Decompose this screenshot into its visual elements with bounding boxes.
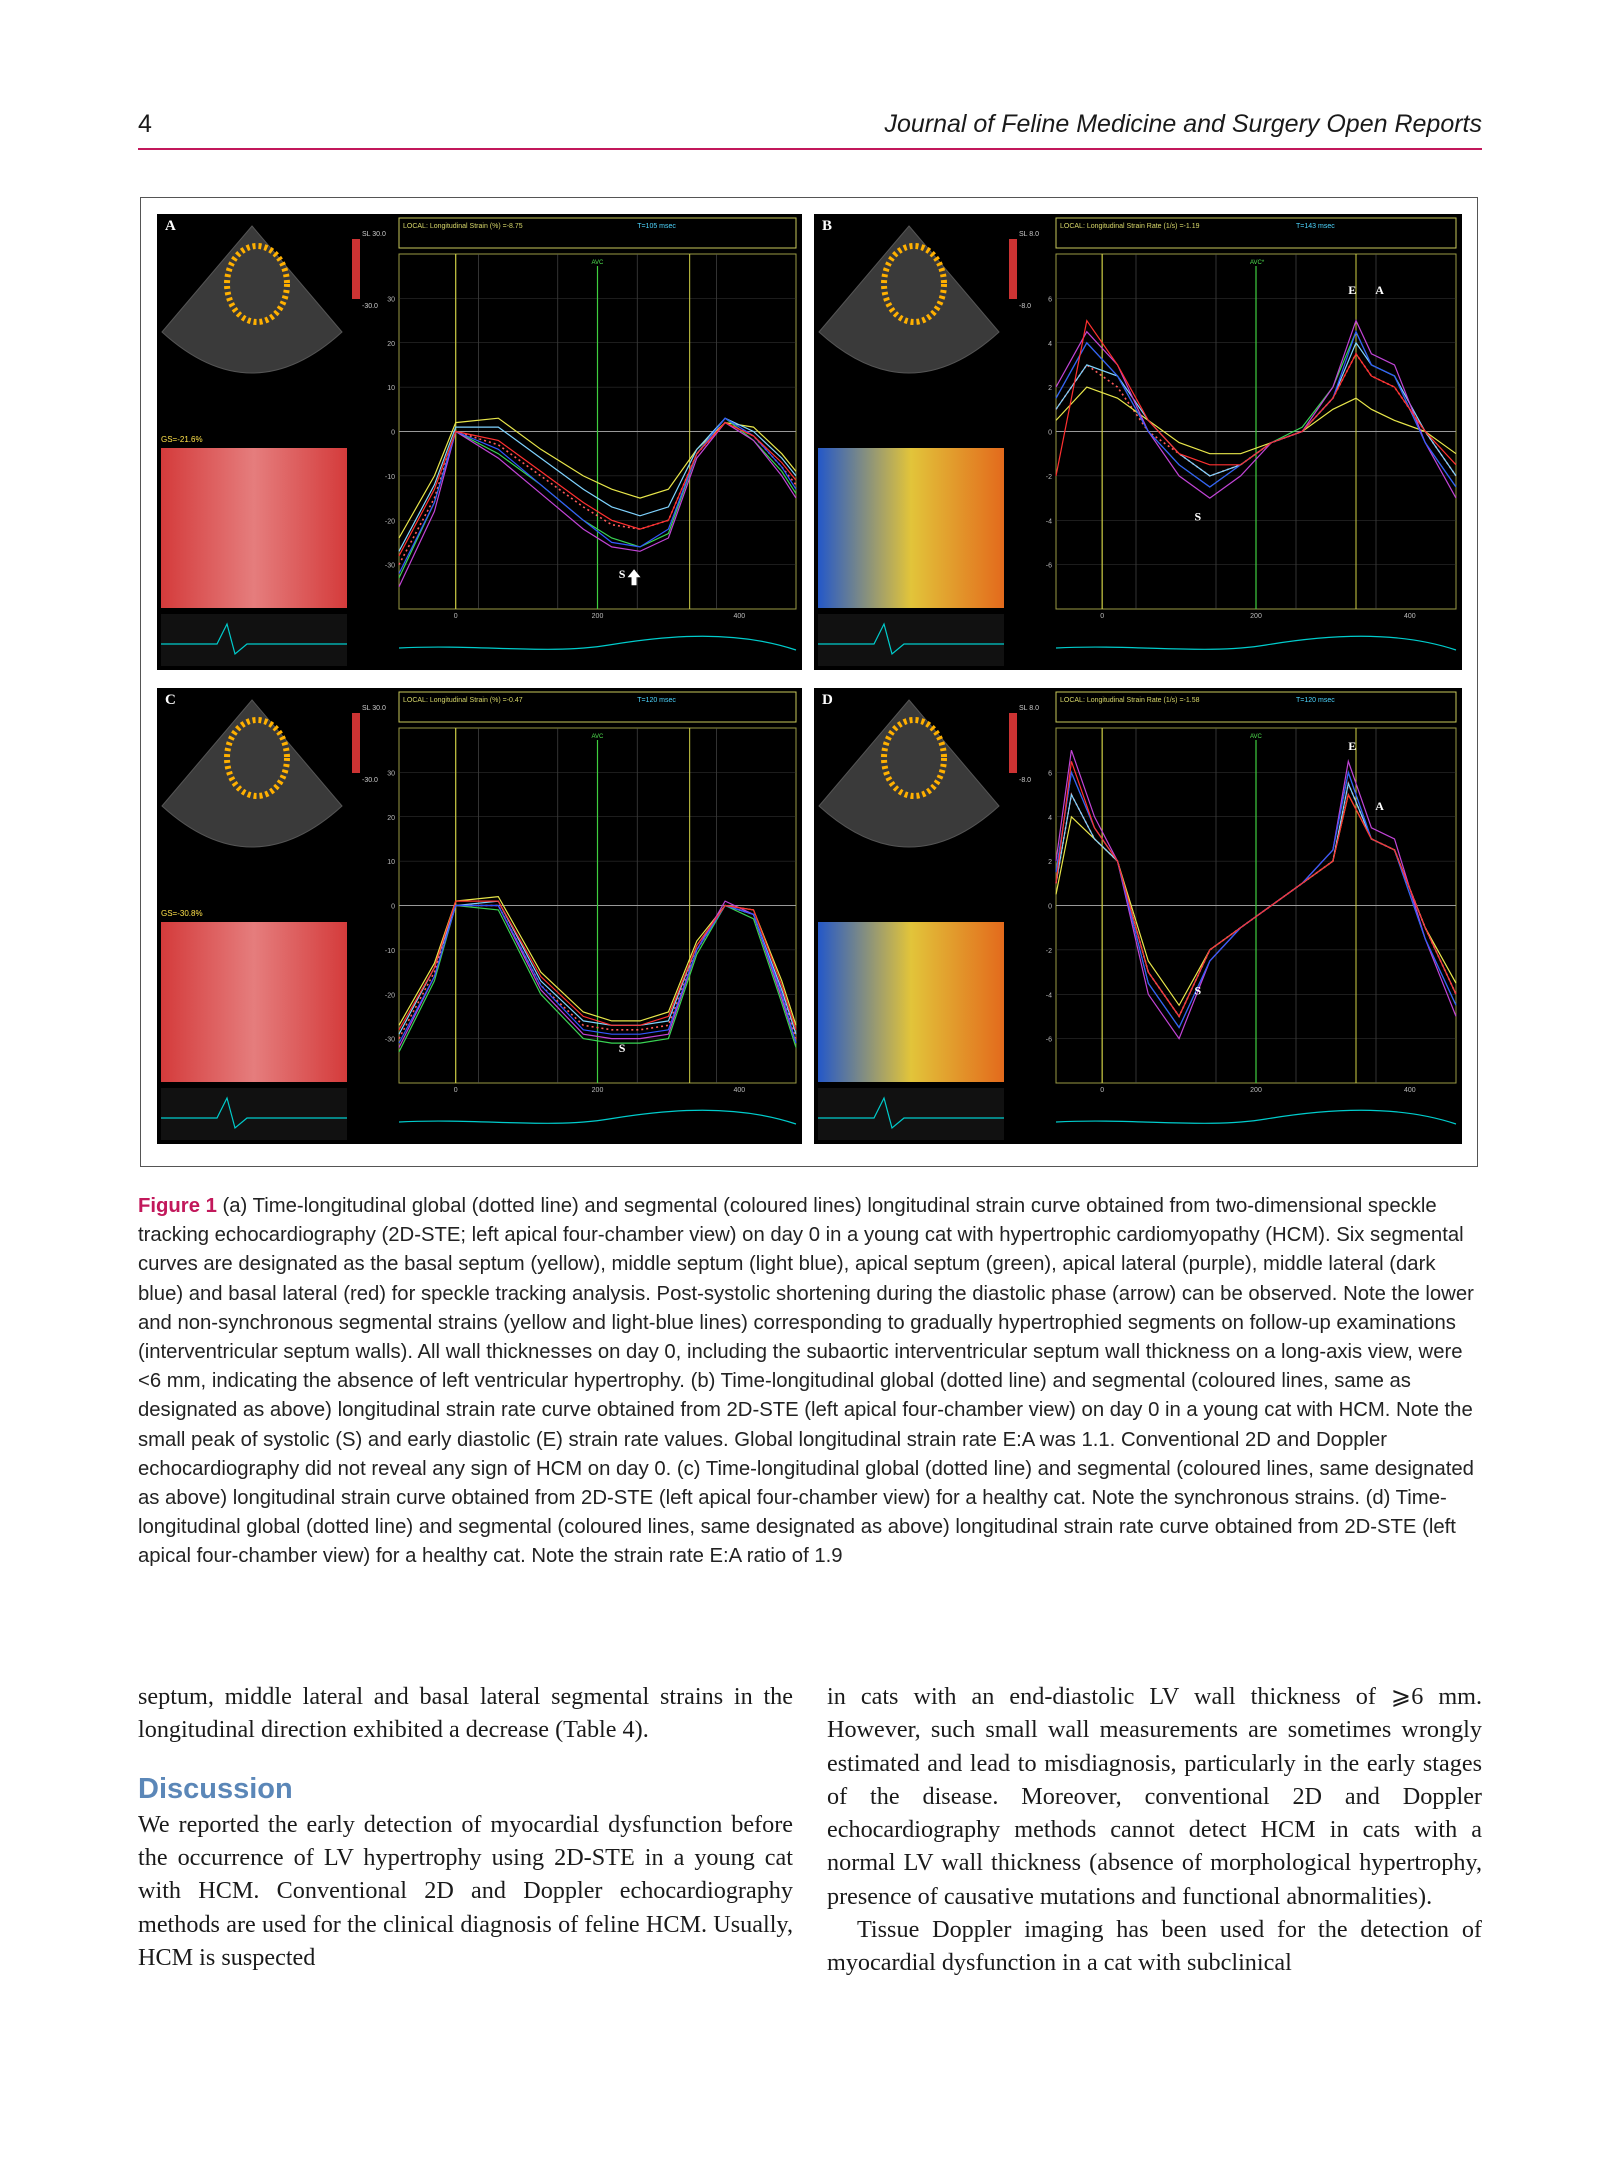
panel-a <box>157 214 802 670</box>
y-tick-label: -20 <box>384 518 395 526</box>
x-tick-label: 400 <box>1404 613 1416 620</box>
scale-top-label: SL 8.0 <box>1019 705 1039 712</box>
avc-label: AVC <box>591 260 604 266</box>
ecg-strip-bg <box>161 614 347 666</box>
x-tick-label: 400 <box>733 613 746 620</box>
paragraph: We reported the early detection of myocardial dysfunction before the occurrence of LV hypertrophy using 2D-STE in a young cat with HCM. Conventional 2D and Doppler echocardiography methods are used for the clinical diagnosis of feline HCM. Usually, HCM is suspected <box>138 1810 793 1972</box>
time-readout: T=120 msec <box>1296 697 1335 704</box>
y-tick-label: -10 <box>384 473 395 481</box>
global-strain-label: GS=-21.6% <box>161 435 203 444</box>
echo-sector <box>819 226 999 373</box>
scale-bottom-label: -8.0 <box>1019 777 1032 784</box>
avc-label: AVC* <box>1250 260 1265 266</box>
x-tick-label: 200 <box>1250 1087 1262 1094</box>
panel-svg <box>814 688 1462 1144</box>
ecg-strip-bg <box>161 1088 347 1140</box>
echo-sector <box>819 700 999 847</box>
x-tick-label: 400 <box>1404 1087 1416 1094</box>
scale-top-label: SL 30.0 <box>362 231 386 238</box>
panel-c <box>157 688 802 1144</box>
parametric-color-map <box>818 922 1004 1082</box>
x-tick-label: 200 <box>1250 613 1262 620</box>
scale-top-label: SL 8.0 <box>1019 231 1039 238</box>
panel-letter: D <box>822 692 833 708</box>
annotation-A: A <box>1375 799 1384 814</box>
panel-svg <box>157 214 802 670</box>
x-tick-label: 0 <box>453 1087 458 1094</box>
panel-d <box>814 688 1462 1144</box>
y-tick-label: -10 <box>384 947 395 955</box>
y-tick-label: -6 <box>1045 1036 1052 1044</box>
panel-letter: C <box>165 692 176 708</box>
color-scale-bar <box>1009 239 1017 299</box>
y-tick-label: 10 <box>387 385 395 393</box>
y-tick-label: -4 <box>1045 518 1052 526</box>
annotation-A: A <box>1375 282 1384 297</box>
parametric-color-map <box>161 448 347 608</box>
y-tick-label: 0 <box>391 903 395 911</box>
y-tick-label: 2 <box>1048 385 1052 393</box>
scale-bottom-label: -8.0 <box>1019 303 1032 310</box>
figure-label: Figure 1 <box>138 1195 217 1217</box>
page-number: 4 <box>138 110 152 138</box>
echo-sector <box>162 700 342 847</box>
y-tick-label: 4 <box>1048 814 1052 822</box>
annotation-S: S <box>618 1040 626 1055</box>
y-tick-label: 2 <box>1048 859 1052 867</box>
y-tick-label: -30 <box>384 562 395 570</box>
scale-top-label: SL 30.0 <box>362 705 386 712</box>
local-strain-readout: LOCAL: Longitudinal Strain (%) =-8.75 <box>403 223 523 230</box>
annotation-S: S <box>618 566 626 581</box>
left-column <box>138 1680 793 1974</box>
paragraph: in cats with an end-diastolic LV wall thickness of ⩾6 mm. However, such small wall measurements are sometimes wrongly estimated and lead to misdiagnosis, particularly in the early stages of the disease. Moreover, conventional 2D and Doppler echocardiography methods cannot detect HCM in cats with a normal LV wall thickness (absence of morphological hypertrophy, presence of causative mutations and functional abnormalities). <box>827 1683 1482 1910</box>
paragraph: septum, middle lateral and basal lateral segmental strains in the longitudinal direction exhibited a decrease (Table 4). <box>138 1683 793 1744</box>
time-readout: T=105 msec <box>637 223 676 230</box>
caption-text: (a) Time-longitudinal global (dotted line) and segmental (coloured lines) longitudinal strain curve obtained from two-dimensional speckle tracking echocardiography (2D-STE; left apical four-chamber view) on day 0 in a young cat with hypertrophic cardiomyopathy (HCM). Six segmental curves are designated as the basal septum (yellow), middle septum (light blue), apical septum (green), apical lateral (purple), middle lateral (dark blue) and basal lateral (red) for speckle tracking analysis. Post-systolic shortening during the diastolic phase (arrow) can be observed. Note the lower and non-synchronous segmental strains (yellow and light-blue lines) corresponding to gradually hypertrophied segments on follow-up examinations (interventricular septum walls). All wall thicknesses on day 0, including the subaortic interventricular septum wall thickness on a long-axis view, were <6 mm, indicating the absence of left ventricular hypertrophy. (b) Time-longitudinal global (dotted line) and segmental (coloured lines, same as designated as above) longitudinal strain rate curve obtained from 2D-STE (left apical four-chamber view) on day 0 in a young cat with HCM. Note the small peak of systolic (S) and early diastolic (E) strain rate values. Global longitudinal strain rate E:A was 1.1. Conventional 2D and Doppler echocardiography did not reveal any sign of HCM on day 0. (c) Time-longitudinal global (dotted line) and segmental (coloured lines, same designated as above) longitudinal strain curve obtained from 2D-STE (left apical four-chamber view) for a healthy cat. Note the synchronous strains. (d) Time-longitudinal global (dotted line) and segmental (coloured lines, same designated as above) longitudinal strain rate curve obtained from 2D-STE (left apical four-chamber view) for a healthy cat. Note the strain rate E:A ratio of 1.9 <box>138 1195 1474 1568</box>
x-tick-label: 0 <box>453 613 458 620</box>
ecg-strip-bg <box>818 614 1004 666</box>
y-tick-label: -6 <box>1045 562 1052 570</box>
scale-bottom-label: -30.0 <box>362 303 378 310</box>
y-tick-label: 0 <box>1048 903 1052 911</box>
local-strain-readout: LOCAL: Longitudinal Strain (%) =-0.47 <box>403 697 523 704</box>
y-tick-label: -20 <box>384 992 395 1000</box>
paragraph: Tissue Doppler imaging has been used for the detection of myocardial dysfunction in a cat with subclinical <box>827 1916 1482 1977</box>
avc-label: AVC <box>1250 734 1262 740</box>
echo-sector <box>162 226 342 373</box>
annotation-E: E <box>1348 282 1357 297</box>
local-strain-readout: LOCAL: Longitudinal Strain Rate (1/s) =-1.58 <box>1060 697 1200 704</box>
annotation-S: S <box>1194 983 1202 998</box>
panel-svg <box>814 214 1462 670</box>
x-tick-label: 200 <box>591 613 604 620</box>
right-column <box>827 1680 1482 1980</box>
figure-1 <box>140 197 1478 1167</box>
header-rule <box>138 148 1482 150</box>
figure-caption <box>138 1192 1484 1572</box>
y-tick-label: 6 <box>1048 296 1052 304</box>
ecg-strip-bg <box>818 1088 1004 1140</box>
panel-svg <box>157 688 802 1144</box>
y-tick-label: 30 <box>387 770 395 778</box>
journal-title: Journal of Feline Medicine and Surgery Open Reports <box>884 110 1482 138</box>
section-heading-discussion: Discussion <box>138 1772 293 1805</box>
x-tick-label: 0 <box>1100 1087 1105 1094</box>
y-tick-label: 10 <box>387 859 395 867</box>
y-tick-label: -2 <box>1045 947 1052 955</box>
ecg-trace-plot <box>399 636 796 650</box>
y-tick-label: 0 <box>391 429 395 437</box>
y-tick-label: -2 <box>1045 473 1052 481</box>
y-tick-label: 30 <box>387 296 395 304</box>
color-scale-bar <box>352 239 360 299</box>
x-tick-label: 400 <box>733 1087 746 1094</box>
scale-bottom-label: -30.0 <box>362 777 378 784</box>
annotation-E: E <box>1348 739 1357 754</box>
color-scale-bar <box>1009 713 1017 773</box>
ecg-trace-plot <box>399 1110 796 1124</box>
y-tick-label: 20 <box>387 340 395 348</box>
x-tick-label: 200 <box>591 1087 604 1094</box>
parametric-color-map <box>818 448 1004 608</box>
page-header <box>138 110 1482 150</box>
y-tick-label: 0 <box>1048 429 1052 437</box>
time-readout: T=143 msec <box>1296 223 1335 230</box>
local-strain-readout: LOCAL: Longitudinal Strain Rate (1/s) =-1.19 <box>1060 223 1200 230</box>
panel-letter: B <box>822 218 833 234</box>
annotation-S: S <box>1194 509 1202 524</box>
color-scale-bar <box>352 713 360 773</box>
ecg-trace-plot <box>1056 1110 1456 1124</box>
y-tick-label: -30 <box>384 1036 395 1044</box>
ecg-trace-plot <box>1056 636 1456 650</box>
y-tick-label: 4 <box>1048 340 1052 348</box>
time-readout: T=120 msec <box>637 697 676 704</box>
parametric-color-map <box>161 922 347 1082</box>
panel-b <box>814 214 1462 670</box>
y-tick-label: 20 <box>387 814 395 822</box>
global-strain-label: GS=-30.8% <box>161 909 203 918</box>
panel-letter: A <box>165 218 176 234</box>
y-tick-label: 6 <box>1048 770 1052 778</box>
y-tick-label: -4 <box>1045 992 1052 1000</box>
post-systolic-arrow <box>628 569 641 585</box>
x-tick-label: 0 <box>1100 613 1105 620</box>
avc-label: AVC <box>591 734 604 740</box>
